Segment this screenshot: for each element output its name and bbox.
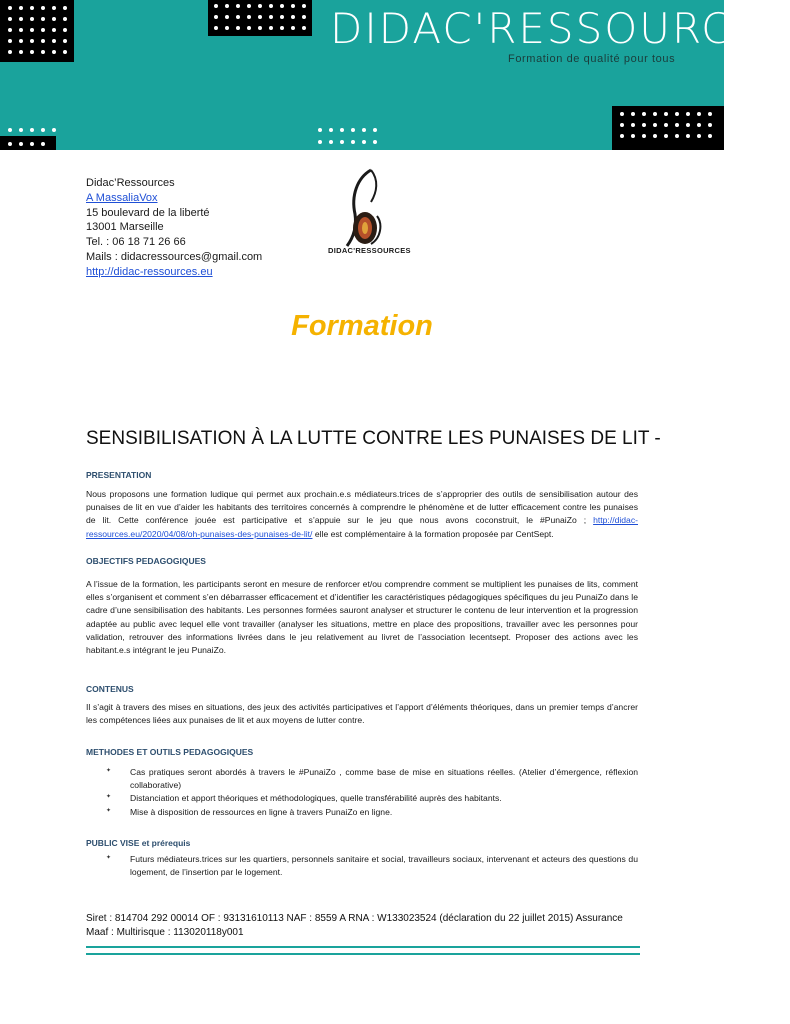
presentation-text-start: Nous proposons une formation ludique qui permet aux prochain.e.s médiateurs.trices de s’approprier des outils de sensibilisation autour des punaises de lit en vue d’aider les habitants des territoires concernés à comprendre le phénomène et de lutter efficacement contre les punaises de lit. Cette conférence jouée est participative et s’appuie sur le jeu que nous avons coconstruit, le #PunaiZo ;: [86, 489, 638, 526]
banner-dot: [30, 128, 34, 132]
banner-dot: [19, 128, 23, 132]
bullet-icon: ✦: [106, 768, 112, 774]
banner-dot: [63, 17, 67, 21]
care-of-link[interactable]: A MassaliaVox: [86, 191, 158, 204]
document-title: SENSIBILISATION À LA LUTTE CONTRE LES PUNAISES DE LIT -: [86, 428, 661, 449]
banner-dot: [697, 123, 701, 127]
banner-dot: [63, 6, 67, 10]
website-link[interactable]: http://didac-ressources.eu: [86, 265, 213, 278]
banner-dot: [340, 140, 344, 144]
footer-line-2: Maaf : Multirisque : 113020118y001: [86, 926, 244, 938]
banner-dot: [52, 6, 56, 10]
banner-dot: [41, 28, 45, 32]
banner-dot: [41, 6, 45, 10]
banner-dot: [351, 140, 355, 144]
footer-rule-bottom: [86, 953, 640, 955]
section-heading-objectifs: OBJECTIFS PEDAGOGIQUES: [86, 556, 206, 566]
banner-dot: [63, 39, 67, 43]
banner-dot: [373, 140, 377, 144]
city-address: 13001 Marseille: [86, 221, 164, 234]
banner-dot: [30, 6, 34, 10]
banner-dot: [697, 112, 701, 116]
methodes-list: [106, 766, 638, 819]
banner-dot: [653, 112, 657, 116]
banner-dot: [214, 15, 218, 19]
banner-dot: [19, 6, 23, 10]
list-item: [106, 853, 638, 879]
banner-dot: [302, 15, 306, 19]
banner-dot: [362, 128, 366, 132]
footer-rule-top: [86, 946, 640, 948]
presentation-text: [86, 488, 638, 541]
bullet-icon: ✦: [106, 807, 112, 814]
list-item: [106, 806, 638, 819]
banner-dot: [30, 142, 34, 146]
objectifs-text: A l’issue de la formation, les participants seront en mesure de renforcer et/ou comprendre comment se multiplient les punaises de lits, comment elles s’organisent et comment s’en débarrasser efficacement et d’identifier les caractéristiques pédagogiques spécifiques du jeu PunaiZo dans le cadre d’une sensibilisation des habitants. Les personnes formées sauront analyser et structurer le contenu de leur intervention et la progression adaptée au public avec lequel elle vont travailler (analyser les situations, mettre en place des propositions, travailler avec les personnes pour validation, retrouver des informations livrées dans le jeu relativement au livret de l’association lecentsept. Proposer des actions avec les habitant.e.s intégrant le jeu PunaiZo.: [86, 579, 638, 656]
banner-dot: [8, 28, 12, 32]
banner-dot: [664, 112, 668, 116]
banner-dot: [291, 4, 295, 8]
footer-line-1: Siret : 814704 292 00014 OF : 93131610113 NAF : 8559 A RNA : W133023524 (déclaration du 22 juillet 2015) Assurance: [86, 913, 623, 924]
banner-dot: [653, 134, 657, 138]
list-item-text: Mise à disposition de ressources en ligne à travers PunaiZo en ligne.: [130, 806, 393, 817]
banner-dot: [19, 50, 23, 54]
banner-dot: [52, 17, 56, 21]
banner-dot: [214, 4, 218, 8]
banner-dot: [664, 123, 668, 127]
section-heading-contenus: CONTENUS: [86, 684, 134, 694]
banner-dot: [675, 112, 679, 116]
banner-dot: [8, 142, 12, 146]
banner-dot: [631, 123, 635, 127]
banner-dot: [236, 15, 240, 19]
banner-dot: [214, 26, 218, 30]
banner-dot: [30, 39, 34, 43]
banner-dot: [686, 112, 690, 116]
banner-dot: [30, 28, 34, 32]
punaises-article-link[interactable]: http://didac-ressources.eu/2020/04/08/oh-punaises-des-punaises-de-lit/: [86, 515, 638, 539]
banner-dot: [41, 142, 45, 146]
banner-dot: [52, 28, 56, 32]
banner-dot: [686, 134, 690, 138]
list-item: [106, 766, 638, 792]
banner-dot: [664, 134, 668, 138]
banner-dot: [225, 15, 229, 19]
banner-dot: [318, 128, 322, 132]
banner-dot: [258, 15, 262, 19]
section-heading-public: PUBLIC VISE et prérequis: [86, 838, 191, 848]
banner-dot: [225, 26, 229, 30]
banner-dot: [620, 134, 624, 138]
banner-dot: [19, 39, 23, 43]
banner-dot: [653, 123, 657, 127]
banner-dot: [247, 15, 251, 19]
banner-dot: [686, 123, 690, 127]
banner-dot: [41, 17, 45, 21]
public-list: [106, 853, 638, 879]
banner-dot: [340, 128, 344, 132]
brand-tagline: Formation de qualité pour tous: [508, 53, 676, 65]
banner-dot: [41, 39, 45, 43]
banner-dot: [708, 134, 712, 138]
banner-dot: [41, 128, 45, 132]
banner-dot: [302, 4, 306, 8]
banner-dot: [225, 4, 229, 8]
document-kicker: Formation: [291, 310, 433, 342]
bullet-icon: ✦: [106, 794, 112, 801]
didac-ressources-logo-icon: [327, 166, 405, 258]
list-item-text: Futurs médiateurs.trices sur les quartiers, personnels sanitaire et social, travailleurs sociaux, intervenant et acteurs des questions du logement, de l’insertion par le logement.: [130, 854, 638, 878]
banner-dot: [30, 17, 34, 21]
banner-dot: [642, 134, 646, 138]
banner-dot: [362, 140, 366, 144]
banner-dot: [373, 128, 377, 132]
banner-dot: [708, 123, 712, 127]
banner-dot: [8, 17, 12, 21]
legal-footer: [86, 912, 646, 939]
banner-dot: [280, 4, 284, 8]
banner-dot: [63, 50, 67, 54]
banner-dot: [291, 15, 295, 19]
bullet-icon: ✦: [106, 855, 112, 861]
banner-dot: [41, 50, 45, 54]
banner-dot: [247, 4, 251, 8]
banner-dot: [269, 15, 273, 19]
banner-dot: [302, 26, 306, 30]
list-item: [106, 792, 638, 805]
banner-dot: [19, 142, 23, 146]
banner-dot: [620, 112, 624, 116]
banner-dot: [351, 128, 355, 132]
banner-dot: [280, 26, 284, 30]
banner-dot: [620, 123, 624, 127]
banner-dot: [8, 6, 12, 10]
banner-dot: [52, 50, 56, 54]
banner-dot: [329, 128, 333, 132]
banner-dot: [258, 26, 262, 30]
banner-dot: [19, 17, 23, 21]
banner-dot: [318, 140, 322, 144]
contact-block: [86, 176, 262, 280]
phone-number: Tel. : 06 18 71 26 66: [86, 236, 186, 249]
banner-dot: [329, 140, 333, 144]
brand-name: DIDAC'RESSOURCES: [330, 4, 790, 53]
banner-dot: [697, 134, 701, 138]
banner-dot: [675, 134, 679, 138]
banner-dot: [236, 4, 240, 8]
logo-text: DIDAC'RESSOURCES: [328, 246, 411, 255]
list-item-text: Cas pratiques seront abordés à travers le #PunaiZo , comme base de mise en situations réelles. (Atelier d’émergence, réflexion collaborative): [130, 767, 638, 791]
banner-dot: [52, 39, 56, 43]
banner-dot: [8, 50, 12, 54]
section-heading-presentation: PRESENTATION: [86, 470, 152, 480]
list-item-text: Distanciation et apport théoriques et méthodologiques, quelle transférabilité auprès des habitants.: [130, 793, 502, 804]
banner-dot: [258, 4, 262, 8]
banner-dot: [642, 112, 646, 116]
banner-dot: [631, 112, 635, 116]
banner-dot: [269, 26, 273, 30]
banner-dot: [269, 4, 273, 8]
banner-dot: [30, 50, 34, 54]
email-address: Mails : didacressources@gmail.com: [86, 250, 263, 263]
banner-dot: [631, 134, 635, 138]
banner-dot: [52, 128, 56, 132]
presentation-text-end: elle est complémentaire à la formation proposée par CentSept.: [312, 528, 554, 539]
banner-dot: [19, 28, 23, 32]
banner-dot: [247, 26, 251, 30]
banner-dot: [280, 15, 284, 19]
org-name: Didac’Ressources: [86, 177, 175, 189]
banner-dot: [8, 39, 12, 43]
section-heading-methodes: METHODES ET OUTILS PEDAGOGIQUES: [86, 747, 254, 757]
banner-dot: [63, 28, 67, 32]
street-address: 15 boulevard de la liberté: [86, 206, 210, 219]
banner-dot: [675, 123, 679, 127]
banner-dot: [8, 128, 12, 132]
banner-dot: [708, 112, 712, 116]
contenus-text: Il s’agit à travers des mises en situations, des jeux des activités participatives et l’apport d’éléments théoriques, dans un premier temps d’ancrer les compétences liées aux punaises de lit et aux moyens de lutter contre.: [86, 702, 638, 726]
banner-dot: [291, 26, 295, 30]
banner-dot: [642, 123, 646, 127]
banner-dot: [236, 26, 240, 30]
